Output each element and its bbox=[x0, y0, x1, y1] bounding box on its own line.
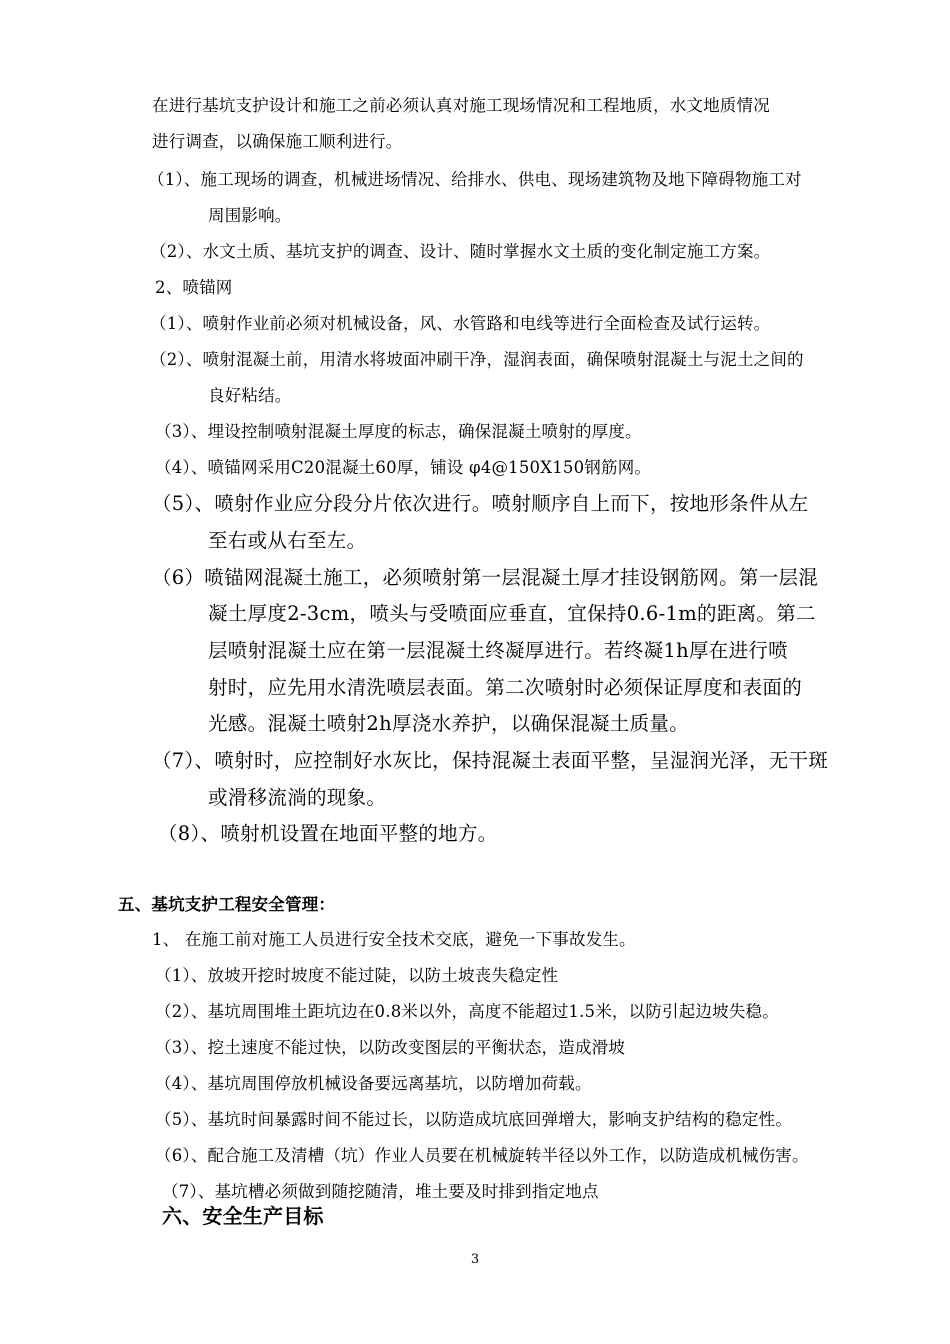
list-item-continuation: 至右或从右至左。 bbox=[208, 529, 367, 552]
paragraph-line: 1、 在施工前对施工人员进行安全技术交底，避免一下事故发生。 bbox=[152, 930, 636, 949]
list-item: （2）、喷射混凝土前，用清水将坡面冲刷干净，湿润表面，确保喷射混凝土与泥土之间的 bbox=[150, 350, 804, 369]
list-item-continuation: 光感。混凝土喷射2h厚浇水养护，以确保混凝土质量。 bbox=[208, 712, 689, 735]
list-item-continuation: 层喷射混凝土应在第一层混凝土终凝厚进行。若终凝1h厚在进行喷 bbox=[208, 639, 788, 662]
list-item: （2）、基坑周围堆土距坑边在0.8米以外，高度不能超过1.5米，以防引起边坡失稳。 bbox=[155, 1002, 779, 1021]
section-heading: 五、基坑支护工程安全管理： bbox=[118, 895, 336, 914]
list-item: （5）、喷射作业应分段分片依次进行。喷射顺序自上而下，按地形条件从左 bbox=[152, 492, 809, 515]
list-item: （4）、喷锚网采用C20混凝土60厚，铺设 φ4@150X150钢筋网。 bbox=[155, 458, 652, 477]
paragraph-line: 在进行基坑支护设计和施工之前必须认真对施工现场情况和工程地质，水文地质情况 bbox=[152, 96, 770, 115]
list-item: （7）、基坑槽必须做到随挖随清，堆土要及时排到指定地点 bbox=[162, 1182, 599, 1201]
list-item: （1）、施工现场的调查，机械进场情况、给排水、供电、现场建筑物及地下障碍物施工对 bbox=[148, 170, 802, 189]
list-item: （7）、喷射时，应控制好水灰比，保持混凝土表面平整，呈湿润光泽，无干斑 bbox=[152, 749, 829, 772]
list-item-continuation: 射时，应先用水清洗喷层表面。第二次喷射时必须保证厚度和表面的 bbox=[208, 676, 803, 699]
section-heading: 六、安全生产目标 bbox=[162, 1204, 324, 1228]
section-subheading: 2、喷锚网 bbox=[155, 278, 233, 297]
list-item-continuation: 凝土厚度2-3cm，喷头与受喷面应垂直，宜保持0.6-1m的距离。第二 bbox=[208, 602, 816, 625]
list-item-continuation: 周围影响。 bbox=[208, 206, 292, 225]
list-item-continuation: 或滑移流淌的现象。 bbox=[208, 786, 387, 809]
list-item: （3）、挖土速度不能过快，以防改变图层的平衡状态，造成滑坡 bbox=[155, 1038, 626, 1057]
list-item: （3）、埋设控制喷射混凝土厚度的标志，确保混凝土喷射的厚度。 bbox=[155, 422, 642, 441]
list-item-continuation: 良好粘结。 bbox=[208, 386, 292, 405]
list-item: （6）、配合施工及清槽（坑）作业人员要在机械旋转半径以外工作，以防造成机械伤害。 bbox=[155, 1146, 809, 1165]
page-number: 3 bbox=[470, 1252, 480, 1267]
list-item: （4）、基坑周围停放机械设备要远离基坑，以防增加荷载。 bbox=[155, 1074, 592, 1093]
list-item: （6）喷锚网混凝土施工，必须喷射第一层混凝土厚才挂设钢筋网。第一层混 bbox=[152, 566, 819, 589]
paragraph-line: 进行调查，以确保施工顺利进行。 bbox=[152, 132, 403, 151]
list-item: （8）、喷射机设置在地面平整的地方。 bbox=[158, 822, 498, 845]
list-item: （5）、基坑时间暴露时间不能过长，以防造成坑底回弹增大，影响支护结构的稳定性。 bbox=[155, 1110, 793, 1129]
list-item: （1）、喷射作业前必须对机械设备，风、水管路和电线等进行全面检查及试行运转。 bbox=[150, 314, 771, 333]
list-item: （2）、水文土质、基坑支护的调查、设计、随时掌握水文土质的变化制定施工方案。 bbox=[150, 242, 771, 261]
list-item: （1）、放坡开挖时坡度不能过陡，以防土坡丧失稳定性 bbox=[155, 966, 559, 985]
